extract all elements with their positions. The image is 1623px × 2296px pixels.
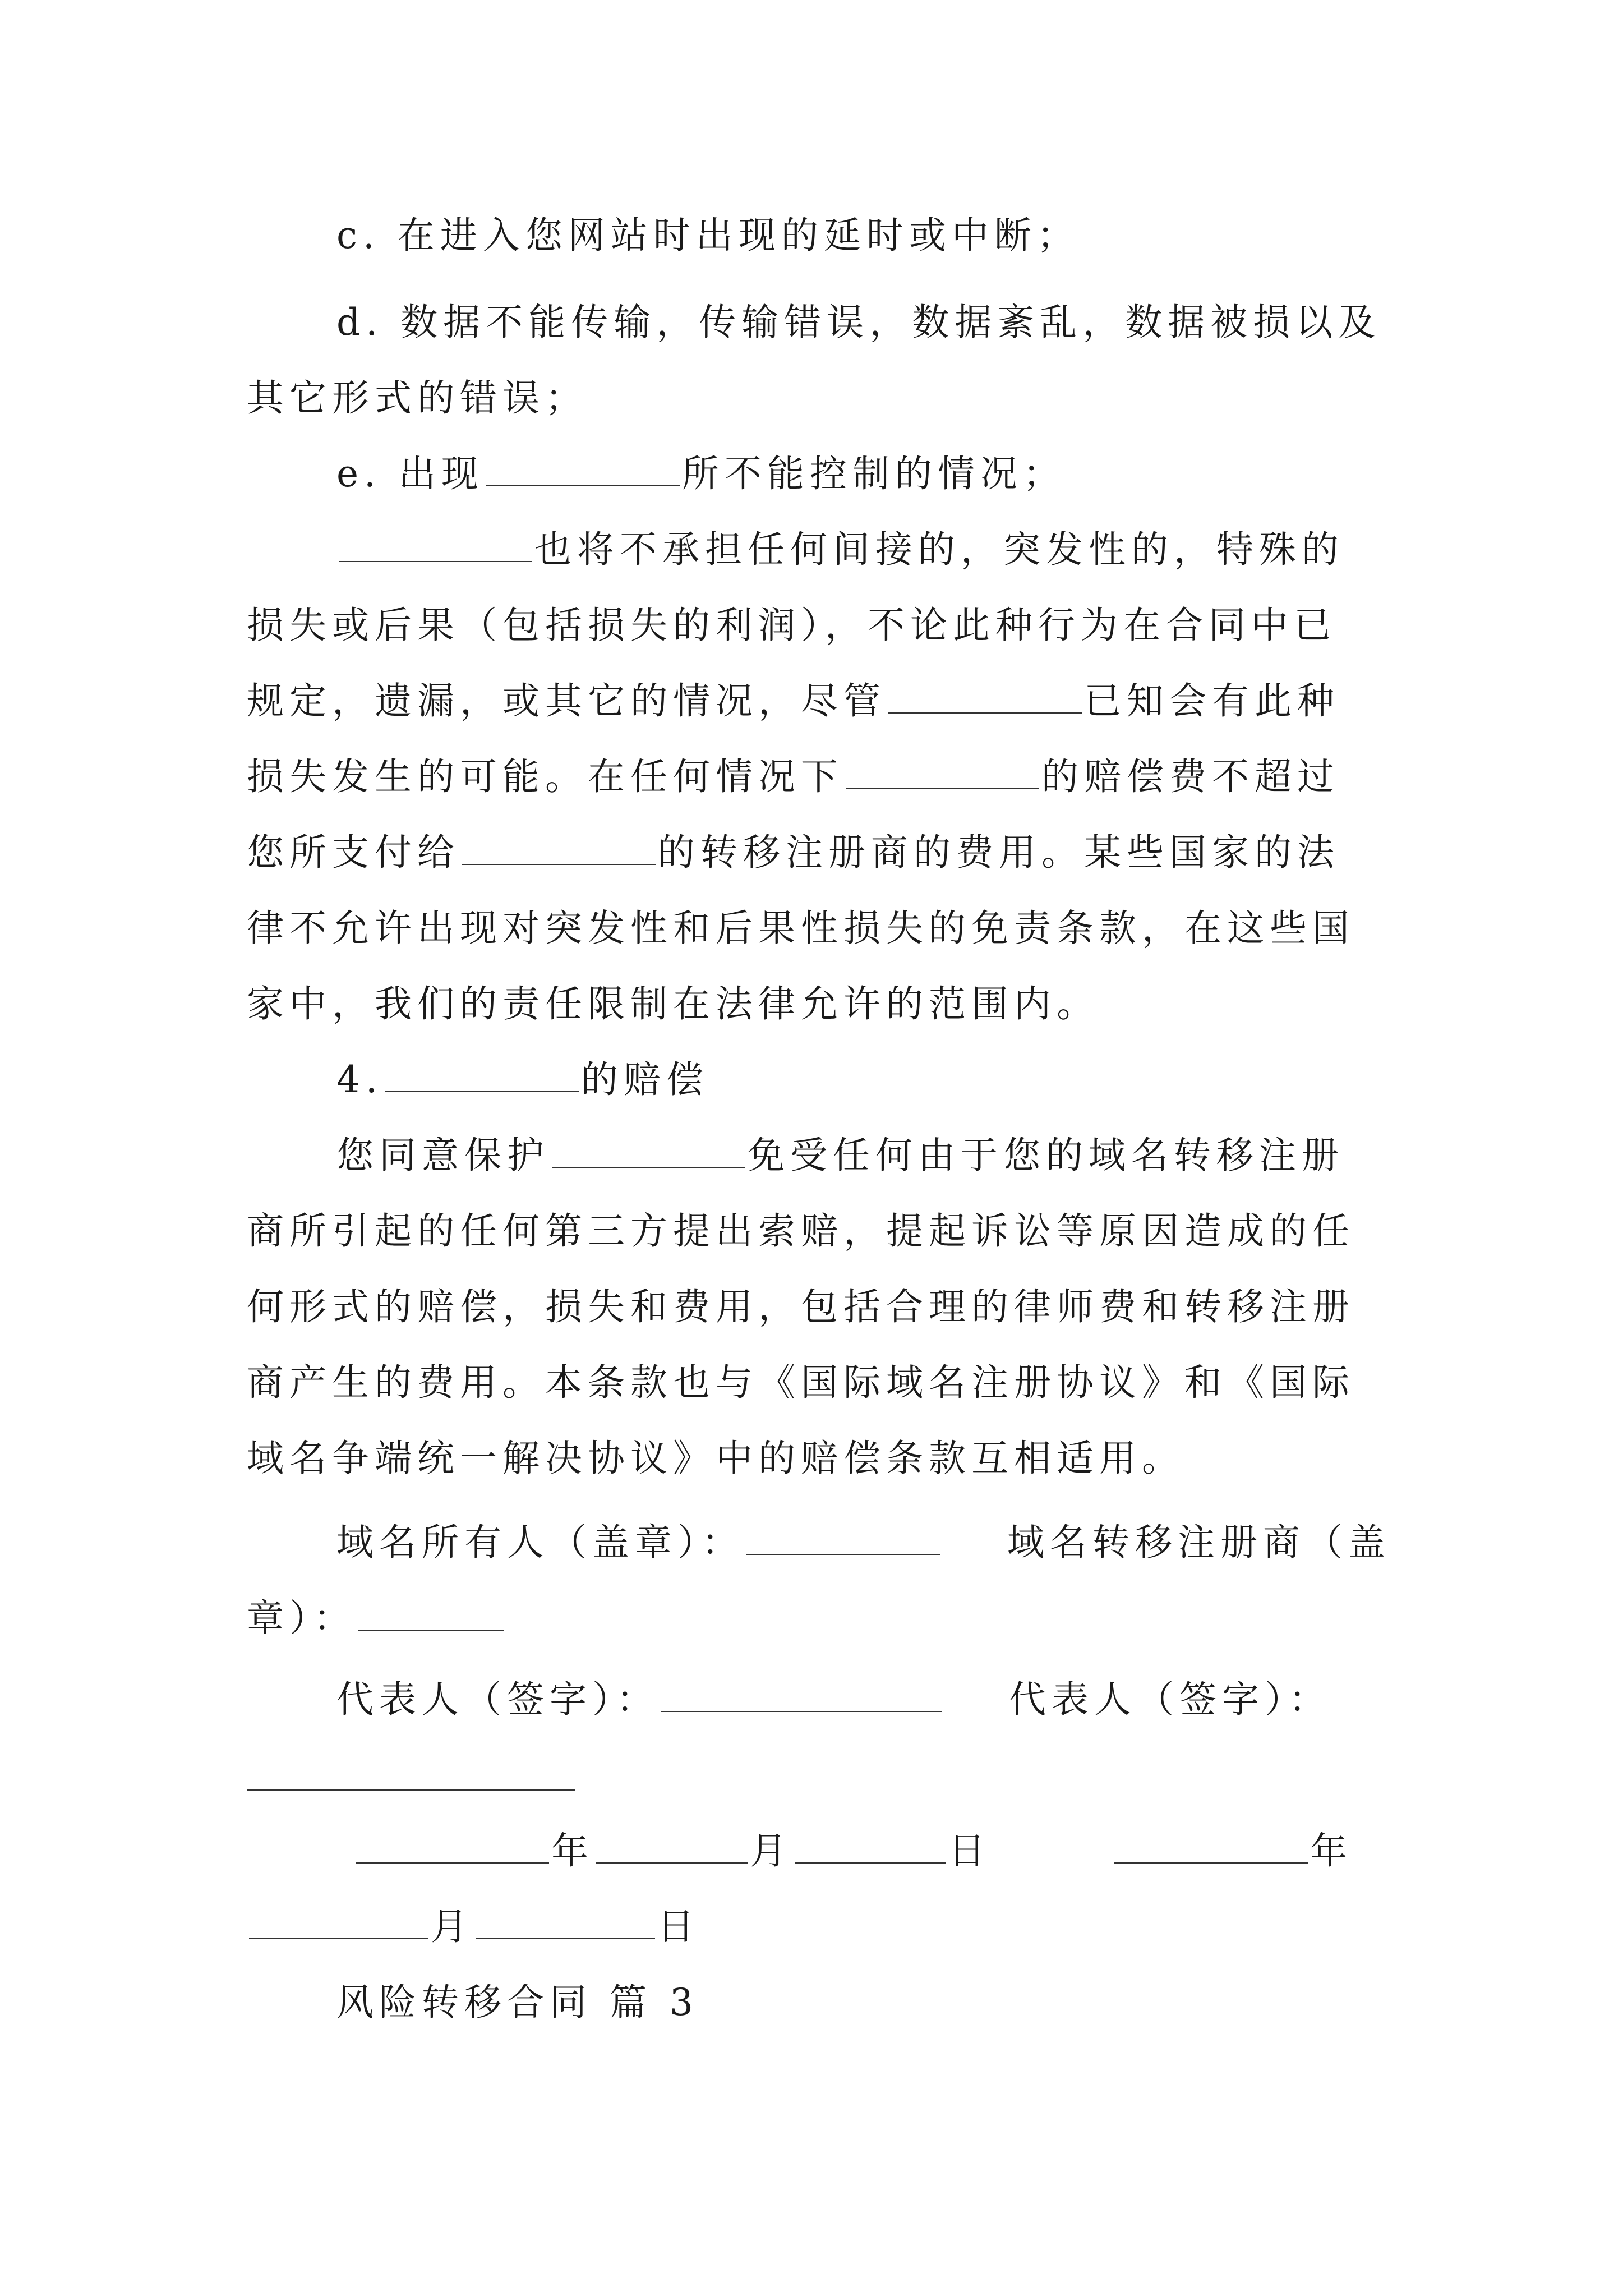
next-section-title: 风险转移合同 篇 3: [336, 1981, 699, 2024]
paragraph-line-5: [247, 830, 1340, 875]
date-line: [353, 1829, 1353, 1874]
text-liability-7: 家中，我们的责任限制在法律允许的范围内。: [247, 982, 1099, 1025]
text-indemnity-3: 何形式的赔偿，损失和费用，包括合理的律师费和转移注册: [247, 1285, 1355, 1328]
text-liability-4a: 损失发生的可能。在任何情况下: [247, 755, 843, 798]
owner-rep-blank[interactable]: [661, 1678, 942, 1712]
text-liability-3b: 已知会有此种: [1084, 679, 1340, 723]
text-indemnity-4: 商产生的费用。本条款也与《国际域名注册协议》和《国际: [247, 1361, 1355, 1404]
fill-in-blank[interactable]: [486, 453, 680, 486]
paragraph-line-3: [247, 679, 1340, 724]
day-label: 日: [948, 1829, 991, 1872]
registrar-seal-blank[interactable]: [358, 1597, 504, 1631]
registrar-day-blank[interactable]: [476, 1906, 655, 1939]
text-indemnity-1b: 免受任何由于您的域名转移注册: [748, 1134, 1344, 1177]
year-label-2: 年: [1310, 1829, 1353, 1872]
text-indemnity-1a: 您同意保护: [336, 1134, 550, 1177]
paragraph-line-4: [247, 754, 1340, 799]
paragraph-line-8: [336, 1133, 1344, 1178]
paragraph-line-9: [247, 1209, 1355, 1254]
text-liability-1: 也将不承担任何间接的，突发性的，特殊的: [534, 528, 1344, 571]
text-liability-2: 损失或后果（包括损失的利润），不论此种行为在合同中已: [247, 604, 1336, 647]
section-heading-4: [336, 1057, 709, 1102]
paragraph-line-c: [336, 213, 1080, 258]
year-label: 年: [551, 1829, 594, 1872]
text-c: c. 在进入您网站时出现的延时或中断；: [336, 214, 1080, 257]
section-title: 的赔偿: [580, 1058, 709, 1101]
paragraph-line-7: [247, 982, 1099, 1027]
paragraph-line-e: [336, 452, 1066, 496]
signature-seal-line-cont: [247, 1596, 506, 1641]
fill-in-blank[interactable]: [385, 1059, 579, 1092]
registrar-seal-label-cont: 章）：: [247, 1596, 356, 1640]
owner-year-blank[interactable]: [356, 1830, 549, 1864]
registrar-month-blank[interactable]: [249, 1906, 428, 1939]
month-label: 月: [750, 1829, 792, 1872]
owner-rep-label: 代表人（签字）：: [336, 1678, 659, 1721]
month-label-2: 月: [431, 1905, 473, 1948]
paragraph-line-1: [336, 527, 1344, 572]
owner-month-blank[interactable]: [596, 1830, 748, 1864]
next-section-heading: [336, 1980, 699, 2025]
owner-seal-blank[interactable]: [746, 1521, 940, 1555]
paragraph-line-11: [247, 1360, 1355, 1405]
text-indemnity-2: 商所引起的任何第三方提出索赔，提起诉讼等原因造成的任: [247, 1209, 1355, 1253]
owner-day-blank[interactable]: [795, 1830, 946, 1864]
registrar-rep-blank[interactable]: [247, 1789, 575, 1791]
text-liability-3a: 规定，遗漏，或其它的情况，尽管: [247, 679, 886, 723]
signature-seal-line: [336, 1520, 1391, 1565]
fill-in-blank[interactable]: [462, 831, 656, 865]
text-indemnity-5: 域名争端统一解决协议》中的赔偿条款互相适用。: [247, 1437, 1184, 1480]
owner-seal-label: 域名所有人（盖章）：: [336, 1521, 744, 1564]
text-liability-4b: 的赔偿费不超过: [1041, 755, 1340, 798]
paragraph-line-d: [336, 300, 1381, 345]
day-label-2: 日: [657, 1905, 700, 1948]
representative-line: [336, 1677, 1331, 1722]
text-e-start: e. 出现: [336, 452, 485, 495]
paragraph-line-12: [247, 1436, 1184, 1481]
fill-in-blank[interactable]: [846, 756, 1039, 789]
paragraph-line-6: [247, 906, 1355, 951]
paragraph-line-2: [247, 603, 1336, 648]
text-d: d. 数据不能传输，传输错误，数据紊乱，数据被损以及: [336, 301, 1381, 344]
registrar-seal-label: 域名转移注册商（盖: [1007, 1521, 1391, 1564]
section-number: 4.: [336, 1058, 383, 1101]
registrar-rep-label: 代表人（签字）：: [1009, 1678, 1331, 1721]
fill-in-blank[interactable]: [888, 680, 1082, 714]
paragraph-line-10: [247, 1285, 1355, 1329]
paragraph-line-d-cont: [247, 376, 588, 421]
fill-in-blank[interactable]: [339, 528, 532, 562]
text-d-cont: 其它形式的错误；: [247, 376, 588, 420]
text-liability-6: 律不允许出现对突发性和后果性损失的免责条款，在这些国: [247, 907, 1355, 950]
date-line-cont: [247, 1904, 700, 1949]
fill-in-blank[interactable]: [552, 1134, 745, 1168]
text-liability-5a: 您所支付给: [247, 831, 460, 874]
text-e-end: 所不能控制的情况；: [682, 452, 1066, 495]
registrar-year-blank[interactable]: [1114, 1830, 1308, 1864]
text-liability-5b: 的转移注册商的费用。某些国家的法: [658, 831, 1340, 874]
